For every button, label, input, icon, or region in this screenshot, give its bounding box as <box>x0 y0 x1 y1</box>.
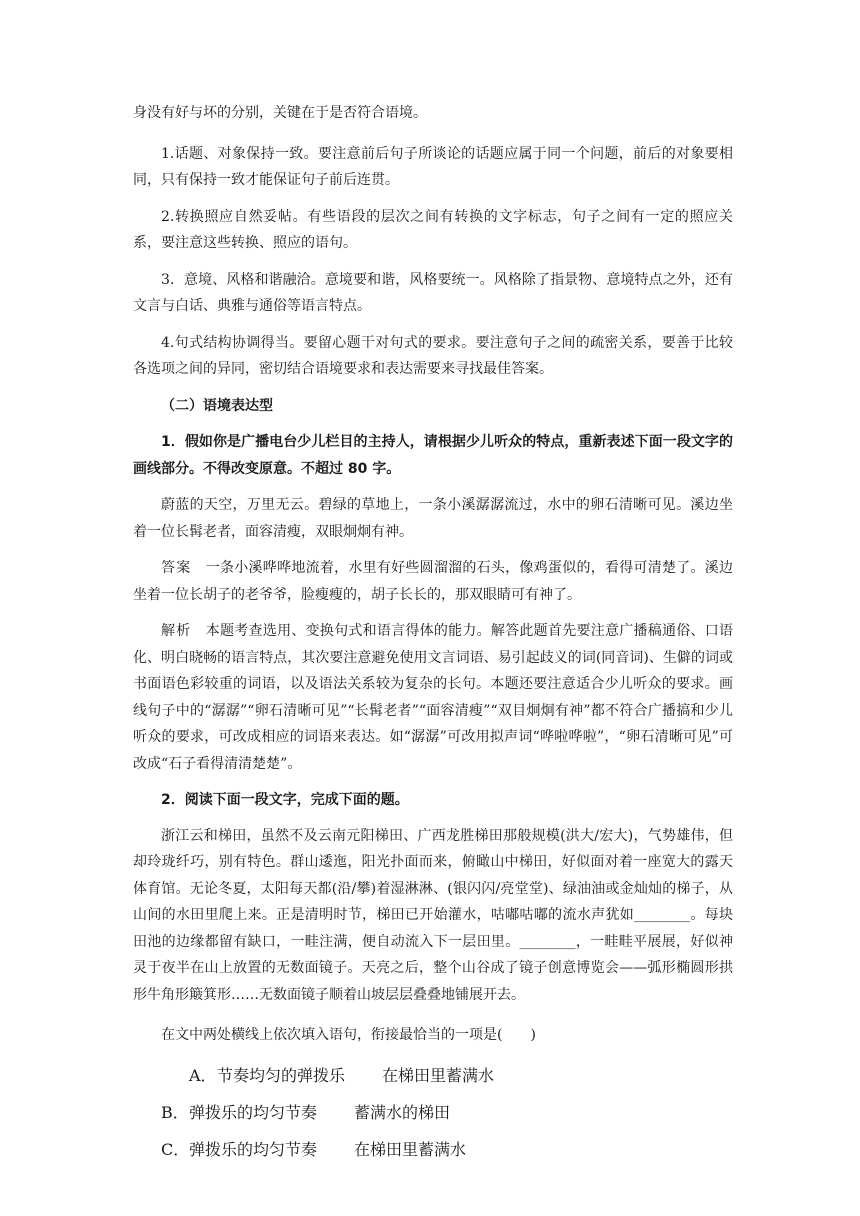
option-second: 在梯田里蓄满水 <box>382 1065 495 1085</box>
question-2-passage: 浙江云和梯田，虽然不及云南元阳梯田、广西龙胜梯田那般规模(洪大/宏大)，气势雄伟，但却玲珑纤巧，别有特色。群山逶迤，阳光扑面而来，俯瞰山中梯田，好似面对着一座宽大的露天体育馆。无论冬夏，太阳每天都(沿/攀)着湿淋淋、(银闪闪/亮堂堂)、绿油油或金灿灿的梯子，从山间的水田里爬上来。正是清明时节，梯田已开始灌水，咕嘟咕嘟的流水声犹如________。每块田池的边缘都留有缺口，一畦注满，便自动流入下一层田里。________，一畦畦平展展，好似神灵于夜半在山上放置的无数面镜子。天亮之后，整个山谷成了镜子创意博览会——弧形椭圆形拱形牛角形簸箕形……无数面镜子顺着山坡层层叠叠地铺展开去。 <box>133 827 733 1003</box>
document-page <box>133 100 733 1160</box>
option-letter: C． <box>161 1139 190 1159</box>
option-b <box>133 1100 733 1123</box>
question-2-stem: 在文中两处横线上依次填入语句，衔接最恰当的一项是( ) <box>161 1027 536 1043</box>
option-second: 蓄满水的梯田 <box>354 1102 451 1122</box>
option-a <box>133 1063 733 1086</box>
principle-4: 4.句式结构协调得当。要留心题干对句式的要求。要注意句子之间的疏密关系，要善于比较各选项之间的异同，密切结合语境要求和表达需要来寻找最佳答案。 <box>133 334 733 377</box>
question-1-passage: 蔚蓝的天空，万里无云。碧绿的草地上，一条小溪潺潺流过，水中的卵石清晰可见。溪边坐着一位长髯老者，面容清瘦，双眼炯炯有神。 <box>133 497 733 540</box>
analysis-text: 本题考查选用、变换句式和语言得体的能力。解答此题首先要注意广播稿通俗、口语化、明白晓畅的语言特点，其次要注意避免使用文言词语、易引起歧义的词(同音词)、生僻的词或书面语色彩较重的词语，以及语法关系较为复杂的长句。本题还要注意适合少儿听众的要求。画线句子中的“潺潺”“卵石清晰可见”“长髯老者”“面容清瘦”“双目炯炯有神”都不符合广播搞和少儿听众的要求，可改成相应的词语来表达。如“潺潺”可改用拟声词“哗啦哗啦”，“卵石清晰可见”可改成“石子看得清清楚楚”。 <box>133 623 734 772</box>
option-c <box>133 1137 733 1160</box>
question-1-analysis <box>133 618 733 777</box>
option-first: 弹拨乐的均匀节奏 <box>189 1102 318 1122</box>
answer-label: 答案 <box>161 560 192 576</box>
question-1-prompt: 1．假如你是广播电台少儿栏目的主持人，请根据少儿听众的特点，重新表述下面一段文字的画线部分。不得改变原意。不超过 80 字。 <box>133 434 733 477</box>
option-first: 节奏均匀的弹拨乐 <box>217 1065 346 1085</box>
option-letter: A． <box>189 1065 217 1085</box>
principle-1: 1.话题、对象保持一致。要注意前后句子所谈论的话题应属于同一个问题，前后的对象要相同，只有保持一致才能保证句子前后连贯。 <box>133 145 733 188</box>
answer-text: 一条小溪哗哗地流着，水里有好些圆溜溜的石头，像鸡蛋似的，看得可清楚了。溪边坐着一位长胡子的老爷爷，脸瘦瘦的，胡子长长的，那双眼睛可有神了。 <box>133 560 734 603</box>
option-letter: B． <box>161 1102 189 1122</box>
option-second: 在梯田里蓄满水 <box>354 1139 467 1159</box>
section-heading: （二）语境表达型 <box>161 397 273 414</box>
question-1-answer <box>133 555 733 608</box>
option-first: 弹拨乐的均匀节奏 <box>189 1139 318 1159</box>
question-2-prompt: 2．阅读下面一段文字，完成下面的题。 <box>161 792 409 808</box>
analysis-label: 解析 <box>161 623 192 639</box>
lead-paragraph: 身没有好与坏的分别，关键在于是否符合语境。 <box>133 105 427 121</box>
principle-3: 3．意境、风格和谐融洽。意境要和谐，风格要统一。风格除了指景物、意境特点之外，还有文言与白话、典雅与通俗等语言特点。 <box>133 271 733 314</box>
principle-2: 2.转换照应自然妥帖。有些语段的层次之间有转换的文字标志，句子之间有一定的照应关系，要注意这些转换、照应的语句。 <box>133 208 733 251</box>
